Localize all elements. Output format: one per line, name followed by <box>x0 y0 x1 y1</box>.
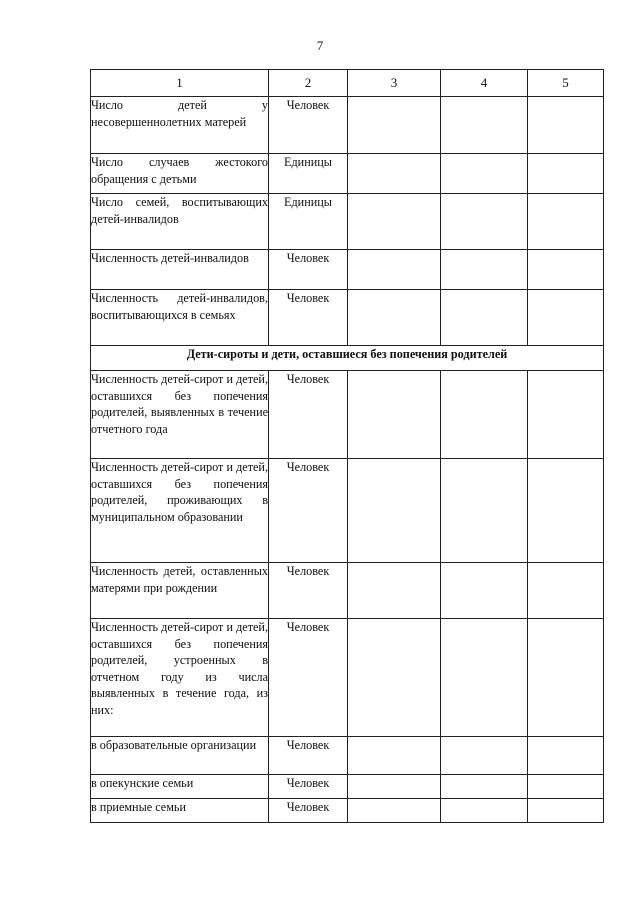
unit-cell: Человек <box>269 250 348 290</box>
unit-cell: Человек <box>269 775 348 799</box>
table-row <box>91 194 604 250</box>
unit-cell: Единицы <box>269 154 348 194</box>
value-cell <box>528 775 604 799</box>
value-cell <box>528 619 604 737</box>
unit-cell: Человек <box>269 563 348 619</box>
indicator-name: в приемные семьи <box>91 799 269 823</box>
table-row <box>91 97 604 154</box>
table-row <box>91 799 604 823</box>
value-cell <box>441 563 528 619</box>
value-cell <box>441 737 528 775</box>
value-cell <box>441 775 528 799</box>
report-table <box>90 69 604 823</box>
indicator-name: Число случаев жестокого обращения с детьми <box>91 154 269 194</box>
value-cell <box>348 154 441 194</box>
indicator-name: Численность детей-сирот и детей, оставшихся без попечения родителей, выявленных в течение отчетного года <box>91 371 269 459</box>
indicator-name: Численность детей-инвалидов, воспитывающихся в семьях <box>91 290 269 346</box>
value-cell <box>528 194 604 250</box>
column-header-5: 5 <box>528 70 604 97</box>
value-cell <box>348 619 441 737</box>
section-row <box>91 346 604 371</box>
value-cell <box>348 250 441 290</box>
table-row <box>91 290 604 346</box>
indicator-name: Численность детей-сирот и детей, оставшихся без попечения родителей, устроенных в отчетном году из числа выявленных в течение года, из них: <box>91 619 269 737</box>
unit-cell: Человек <box>269 737 348 775</box>
value-cell <box>348 563 441 619</box>
value-cell <box>348 97 441 154</box>
unit-cell: Человек <box>269 97 348 154</box>
value-cell <box>528 799 604 823</box>
value-cell <box>528 250 604 290</box>
value-cell <box>441 619 528 737</box>
header-row <box>91 70 604 97</box>
column-header-3: 3 <box>348 70 441 97</box>
column-header-2: 2 <box>269 70 348 97</box>
value-cell <box>528 459 604 563</box>
indicator-name: Численность детей-инвалидов <box>91 250 269 290</box>
table-row <box>91 459 604 563</box>
value-cell <box>348 775 441 799</box>
unit-cell: Человек <box>269 619 348 737</box>
section-title: Дети-сироты и дети, оставшиеся без попечения родителей <box>91 346 604 371</box>
table-row <box>91 619 604 737</box>
indicator-name: Число семей, воспитывающих детей-инвалидов <box>91 194 269 250</box>
unit-cell: Человек <box>269 459 348 563</box>
unit-cell: Человек <box>269 371 348 459</box>
value-cell <box>528 290 604 346</box>
table-row <box>91 775 604 799</box>
value-cell <box>528 737 604 775</box>
indicator-name: в образовательные организации <box>91 737 269 775</box>
unit-cell: Человек <box>269 290 348 346</box>
unit-cell: Человек <box>269 799 348 823</box>
value-cell <box>348 459 441 563</box>
value-cell <box>528 97 604 154</box>
value-cell <box>348 371 441 459</box>
table-row <box>91 737 604 775</box>
value-cell <box>348 290 441 346</box>
column-header-1: 1 <box>91 70 269 97</box>
table-row <box>91 250 604 290</box>
indicator-name: Численность детей-сирот и детей, оставшихся без попечения родителей, проживающих в муниципальном образовании <box>91 459 269 563</box>
value-cell <box>441 194 528 250</box>
table-row <box>91 154 604 194</box>
indicator-name: Численность детей, оставленных матерями при рождении <box>91 563 269 619</box>
value-cell <box>441 154 528 194</box>
table-row <box>91 371 604 459</box>
indicator-name: Число детей у несовершеннолетних матерей <box>91 97 269 154</box>
value-cell <box>528 154 604 194</box>
value-cell <box>528 563 604 619</box>
value-cell <box>441 97 528 154</box>
value-cell <box>441 799 528 823</box>
value-cell <box>441 371 528 459</box>
page-number: 7 <box>316 38 324 53</box>
value-cell <box>348 799 441 823</box>
value-cell <box>441 250 528 290</box>
table-row <box>91 563 604 619</box>
value-cell <box>441 459 528 563</box>
value-cell <box>441 290 528 346</box>
value-cell <box>348 194 441 250</box>
indicator-name: в опекунские семьи <box>91 775 269 799</box>
value-cell <box>528 371 604 459</box>
column-header-4: 4 <box>441 70 528 97</box>
unit-cell: Единицы <box>269 194 348 250</box>
value-cell <box>348 737 441 775</box>
